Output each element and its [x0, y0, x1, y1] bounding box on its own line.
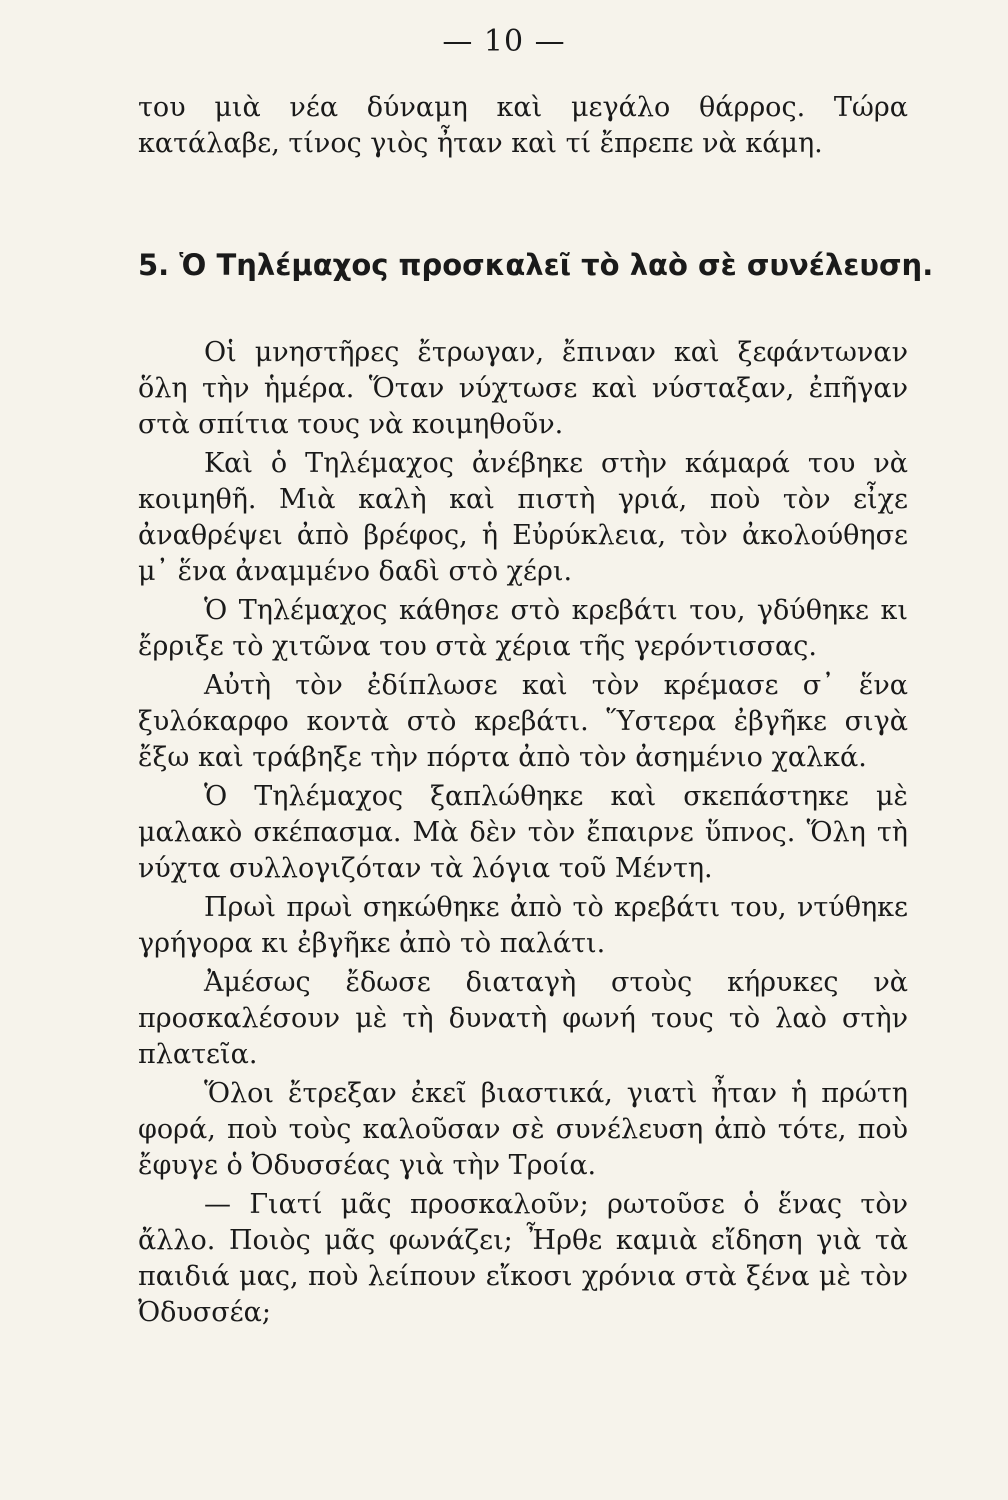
- paragraph-4: Αὐτὴ τὸν ἐδίπλωσε καὶ τὸν κρέμασε σ᾽ ἕνα ξυλόκαρφο κοντὰ στὸ κρεβάτι. Ὕστερα ἐβγῆκε σιγὰ ἔξω καὶ τράβηξε τὴν πόρτα ἀπὸ τὸν ἀσημένιο χαλκά.: [138, 670, 908, 773]
- paragraph-1: Οἱ μνηστῆρες ἔτρωγαν, ἔπιναν καὶ ξεφάντωναν ὅλη τὴν ἡμέρα. Ὅταν νύχτωσε καὶ νύσταξαν, ἐπῆγαν στὰ σπίτια τους νὰ κοιμηθοῦν.: [138, 337, 908, 440]
- page-number: — 10 —: [442, 24, 566, 59]
- intro-text-block: [138, 90, 908, 162]
- body-text-block: [138, 335, 908, 1334]
- paragraph-7: Ἀμέσως ἔδωσε διαταγὴ στοὺς κήρυκες νὰ προσκαλέσουν μὲ τὴ δυνατὴ φωνή τους τὸ λαὸ στὴν πλατεῖα.: [138, 967, 908, 1070]
- paragraph-3: Ὁ Τηλέμαχος κάθησε στὸ κρεβάτι του, γδύθηκε κι ἔρριξε τὸ χιτῶνα του στὰ χέρια τῆς γερόντισσας.: [138, 595, 908, 662]
- intro-paragraph: του μιὰ νέα δύναμη καὶ μεγάλο θάρρος. Τώρα κατάλαβε, τίνος γιὸς ἦταν καὶ τί ἔπρεπε νὰ κάμη.: [138, 92, 908, 159]
- paragraph-6: Πρωὶ πρωὶ σηκώθηκε ἀπὸ τὸ κρεβάτι του, ντύθηκε γρήγορα κι ἐβγῆκε ἀπὸ τὸ παλάτι.: [138, 892, 908, 959]
- section-heading: 5. Ὁ Τηλέμαχος προσκαλεῖ τὸ λαὸ σὲ συνέλευση.: [138, 248, 934, 282]
- paragraph-5: Ὁ Τηλέμαχος ξαπλώθηκε καὶ σκεπάστηκε μὲ μαλακὸ σκέπασμα. Μὰ δὲν τὸν ἔπαιρνε ὕπνος. Ὅλη τὴ νύχτα συλλογιζόταν τὰ λόγια τοῦ Μέντη.: [138, 781, 908, 884]
- paragraph-2: Καὶ ὁ Τηλέμαχος ἀνέβηκε στὴν κάμαρά του νὰ κοιμηθῆ. Μιὰ καλὴ καὶ πιστὴ γριά, ποὺ τὸν εἶχε ἀναθρέψει ἀπὸ βρέφος, ἡ Εὐρύκλεια, τὸν ἀκολούθησε μ᾽ ἕνα ἀναμμένο δαδὶ στὸ χέρι.: [138, 448, 908, 587]
- paragraph-9: — Γιατί μᾶς προσκαλοῦν; ρωτοῦσε ὁ ἕνας τὸν ἄλλο. Ποιὸς μᾶς φωνάζει; Ἦρθε καμιὰ εἴδηση γιὰ τὰ παιδιά μας, ποὺ λείπουν εἴκοσι χρόνια στὰ ξένα μὲ τὸν Ὀδυσσέα;: [138, 1189, 908, 1328]
- paragraph-8: Ὅλοι ἔτρεξαν ἐκεῖ βιαστικά, γιατὶ ἦταν ἡ πρώτη φορά, ποὺ τοὺς καλοῦσαν σὲ συνέλευση ἀπὸ τότε, ποὺ ἔφυγε ὁ Ὀδυσσέας γιὰ τὴν Τροία.: [138, 1078, 908, 1181]
